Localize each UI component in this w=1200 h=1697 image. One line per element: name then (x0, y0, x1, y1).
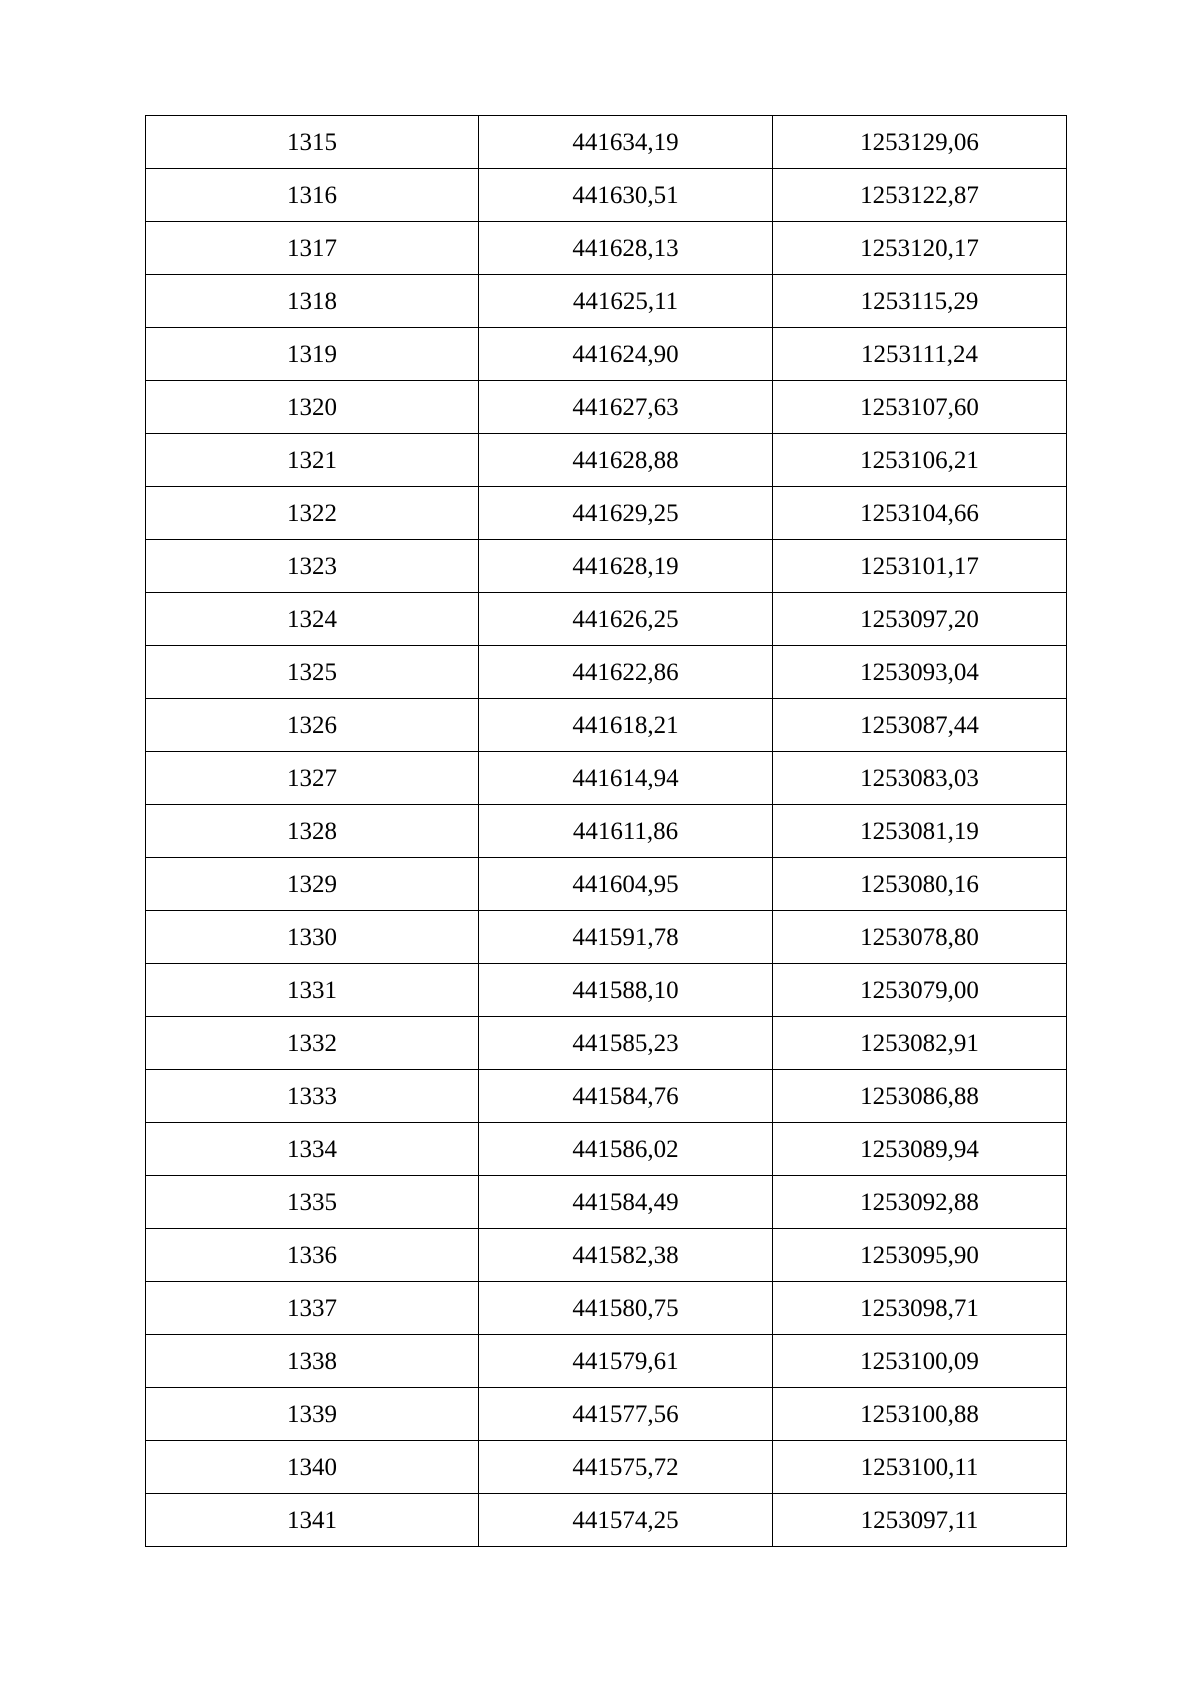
y-coordinate-cell: 1253111,24 (773, 328, 1067, 381)
y-coordinate-cell: 1253086,88 (773, 1070, 1067, 1123)
x-coordinate-cell: 441629,25 (479, 487, 773, 540)
x-coordinate-cell: 441584,49 (479, 1176, 773, 1229)
point-number-cell: 1329 (146, 858, 479, 911)
point-number-cell: 1339 (146, 1388, 479, 1441)
table-row (146, 593, 1067, 646)
x-coordinate-cell: 441591,78 (479, 911, 773, 964)
y-coordinate-cell: 1253122,87 (773, 169, 1067, 222)
y-coordinate-cell: 1253093,04 (773, 646, 1067, 699)
point-number-cell: 1338 (146, 1335, 479, 1388)
table-row (146, 964, 1067, 1017)
table-row (146, 1229, 1067, 1282)
y-coordinate-cell: 1253083,03 (773, 752, 1067, 805)
x-coordinate-cell: 441611,86 (479, 805, 773, 858)
point-number-cell: 1326 (146, 699, 479, 752)
x-coordinate-cell: 441626,25 (479, 593, 773, 646)
x-coordinate-cell: 441630,51 (479, 169, 773, 222)
point-number-cell: 1319 (146, 328, 479, 381)
point-number-cell: 1320 (146, 381, 479, 434)
table-row (146, 434, 1067, 487)
table-row (146, 805, 1067, 858)
table-row (146, 1176, 1067, 1229)
x-coordinate-cell: 441634,19 (479, 116, 773, 169)
point-number-cell: 1324 (146, 593, 479, 646)
x-coordinate-cell: 441628,13 (479, 222, 773, 275)
y-coordinate-cell: 1253098,71 (773, 1282, 1067, 1335)
x-coordinate-cell: 441618,21 (479, 699, 773, 752)
x-coordinate-cell: 441604,95 (479, 858, 773, 911)
y-coordinate-cell: 1253107,60 (773, 381, 1067, 434)
table-row (146, 699, 1067, 752)
x-coordinate-cell: 441582,38 (479, 1229, 773, 1282)
point-number-cell: 1318 (146, 275, 479, 328)
point-number-cell: 1317 (146, 222, 479, 275)
point-number-cell: 1332 (146, 1017, 479, 1070)
table-row (146, 1282, 1067, 1335)
y-coordinate-cell: 1253104,66 (773, 487, 1067, 540)
x-coordinate-cell: 441579,61 (479, 1335, 773, 1388)
point-number-cell: 1321 (146, 434, 479, 487)
y-coordinate-cell: 1253100,88 (773, 1388, 1067, 1441)
y-coordinate-cell: 1253080,16 (773, 858, 1067, 911)
table-row (146, 646, 1067, 699)
x-coordinate-cell: 441624,90 (479, 328, 773, 381)
y-coordinate-cell: 1253100,11 (773, 1441, 1067, 1494)
point-number-cell: 1323 (146, 540, 479, 593)
y-coordinate-cell: 1253101,17 (773, 540, 1067, 593)
table-row (146, 381, 1067, 434)
point-number-cell: 1337 (146, 1282, 479, 1335)
y-coordinate-cell: 1253115,29 (773, 275, 1067, 328)
table-row (146, 116, 1067, 169)
x-coordinate-cell: 441580,75 (479, 1282, 773, 1335)
x-coordinate-cell: 441614,94 (479, 752, 773, 805)
x-coordinate-cell: 441588,10 (479, 964, 773, 1017)
point-number-cell: 1336 (146, 1229, 479, 1282)
coordinates-table (145, 115, 1067, 1547)
y-coordinate-cell: 1253129,06 (773, 116, 1067, 169)
y-coordinate-cell: 1253092,88 (773, 1176, 1067, 1229)
point-number-cell: 1327 (146, 752, 479, 805)
y-coordinate-cell: 1253120,17 (773, 222, 1067, 275)
point-number-cell: 1341 (146, 1494, 479, 1547)
y-coordinate-cell: 1253082,91 (773, 1017, 1067, 1070)
x-coordinate-cell: 441585,23 (479, 1017, 773, 1070)
x-coordinate-cell: 441577,56 (479, 1388, 773, 1441)
table-row (146, 1070, 1067, 1123)
table-row (146, 169, 1067, 222)
x-coordinate-cell: 441628,88 (479, 434, 773, 487)
point-number-cell: 1316 (146, 169, 479, 222)
y-coordinate-cell: 1253097,11 (773, 1494, 1067, 1547)
table-row (146, 540, 1067, 593)
table-row (146, 858, 1067, 911)
x-coordinate-cell: 441628,19 (479, 540, 773, 593)
x-coordinate-cell: 441584,76 (479, 1070, 773, 1123)
table-row (146, 1494, 1067, 1547)
table-row (146, 1388, 1067, 1441)
table-row (146, 1123, 1067, 1176)
table-row (146, 911, 1067, 964)
point-number-cell: 1340 (146, 1441, 479, 1494)
x-coordinate-cell: 441622,86 (479, 646, 773, 699)
table-row (146, 222, 1067, 275)
x-coordinate-cell: 441586,02 (479, 1123, 773, 1176)
y-coordinate-cell: 1253087,44 (773, 699, 1067, 752)
point-number-cell: 1328 (146, 805, 479, 858)
y-coordinate-cell: 1253079,00 (773, 964, 1067, 1017)
point-number-cell: 1322 (146, 487, 479, 540)
x-coordinate-cell: 441574,25 (479, 1494, 773, 1547)
table-row (146, 487, 1067, 540)
y-coordinate-cell: 1253081,19 (773, 805, 1067, 858)
table-row (146, 1335, 1067, 1388)
y-coordinate-cell: 1253095,90 (773, 1229, 1067, 1282)
x-coordinate-cell: 441575,72 (479, 1441, 773, 1494)
point-number-cell: 1315 (146, 116, 479, 169)
point-number-cell: 1335 (146, 1176, 479, 1229)
table-row (146, 752, 1067, 805)
y-coordinate-cell: 1253106,21 (773, 434, 1067, 487)
x-coordinate-cell: 441627,63 (479, 381, 773, 434)
y-coordinate-cell: 1253097,20 (773, 593, 1067, 646)
point-number-cell: 1333 (146, 1070, 479, 1123)
point-number-cell: 1334 (146, 1123, 479, 1176)
y-coordinate-cell: 1253078,80 (773, 911, 1067, 964)
y-coordinate-cell: 1253089,94 (773, 1123, 1067, 1176)
table-row (146, 1017, 1067, 1070)
x-coordinate-cell: 441625,11 (479, 275, 773, 328)
coordinates-table-body (146, 116, 1067, 1547)
table-row (146, 328, 1067, 381)
point-number-cell: 1330 (146, 911, 479, 964)
table-row (146, 1441, 1067, 1494)
table-row (146, 275, 1067, 328)
point-number-cell: 1331 (146, 964, 479, 1017)
y-coordinate-cell: 1253100,09 (773, 1335, 1067, 1388)
point-number-cell: 1325 (146, 646, 479, 699)
